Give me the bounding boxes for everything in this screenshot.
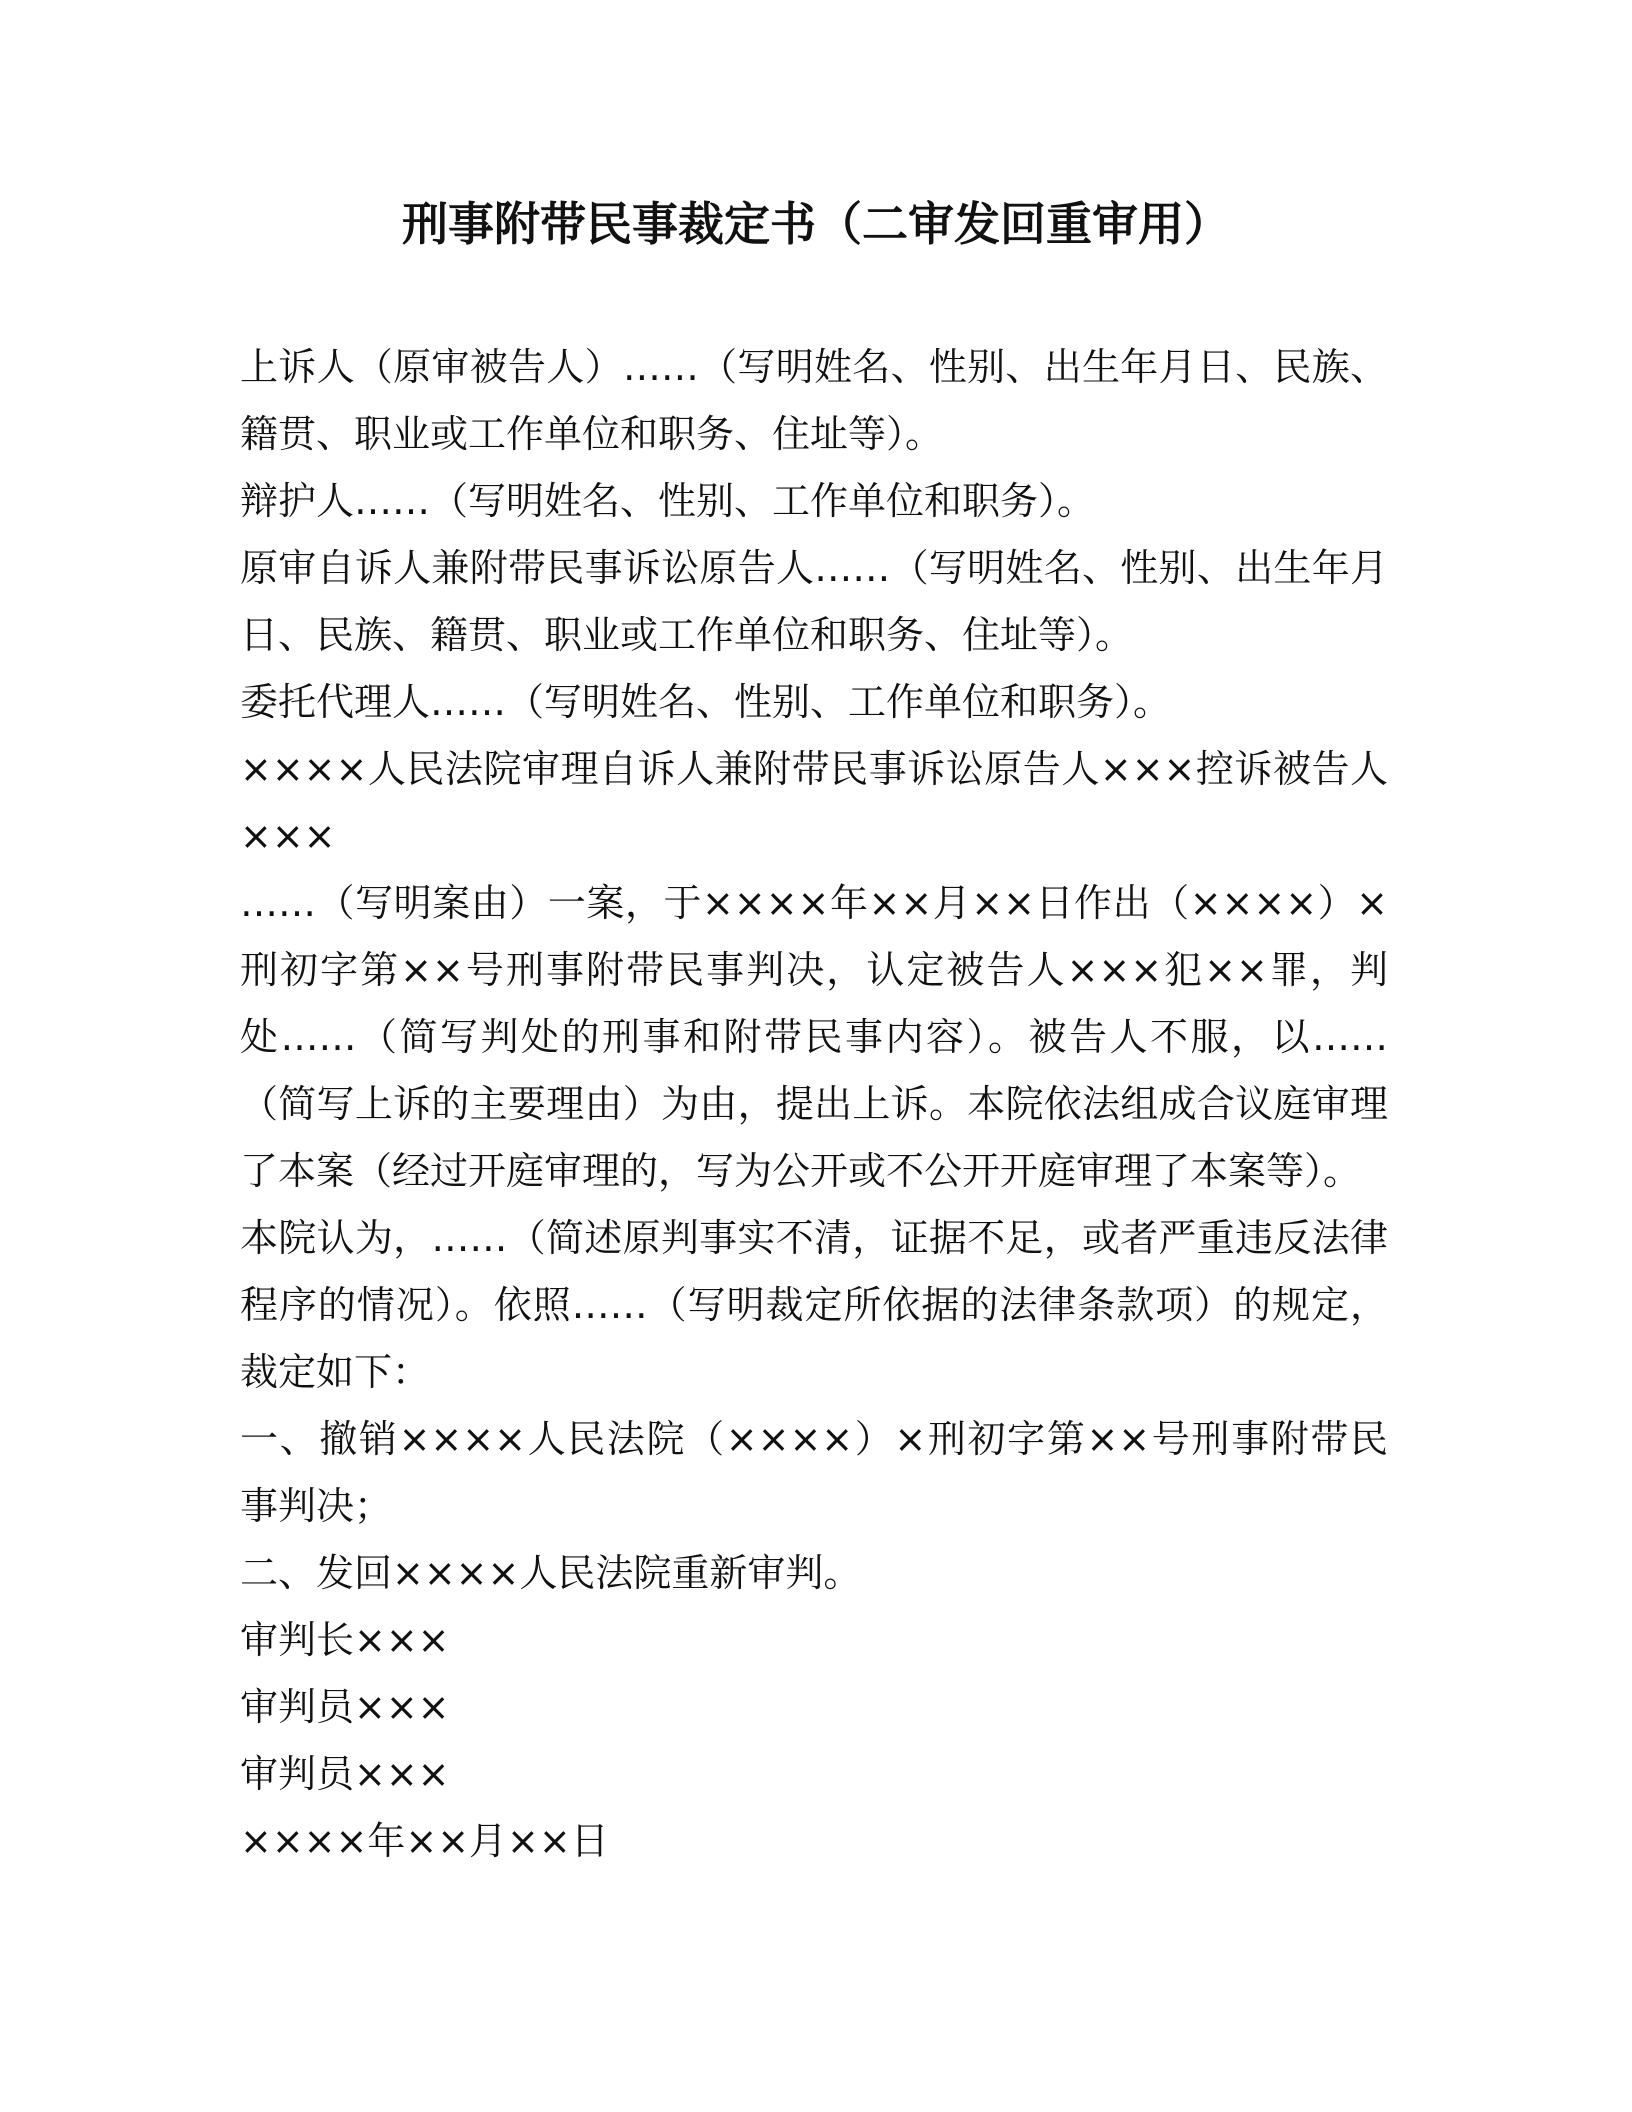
judge-2: 审判员××× bbox=[240, 1752, 450, 1796]
plaintiff-paragraph: 原审自诉人兼附带民事诉讼原告人……（写明姓名、性别、出生年月日、民族、籍贯、职业或工作单位和职务、住址等）。 bbox=[240, 546, 1388, 657]
defender-paragraph: 辩护人……（写明姓名、性别、工作单位和职务）。 bbox=[240, 479, 1096, 523]
agent-paragraph: 委托代理人……（写明姓名、性别、工作单位和职务）。 bbox=[240, 680, 1172, 724]
ruling-item-2: 二、发回××××人民法院重新审判。 bbox=[240, 1551, 862, 1595]
court-opinion-paragraph: 本院认为，……（简述原判事实不清，证据不足，或者严重违反法律程序的情况）。依照……（写明裁定所依据的法律条款项）的规定，裁定如下： bbox=[240, 1216, 1388, 1394]
document-body bbox=[240, 334, 1388, 1875]
document-date: ××××年××月××日 bbox=[240, 1819, 609, 1863]
case-intro-paragraph: ××××人民法院审理自诉人兼附带民事诉讼原告人×××控诉被告人××× bbox=[240, 747, 1388, 858]
case-details-paragraph: ……（写明案由）一案，于××××年××月××日作出（××××）×刑初字第××号刑事附带民事判决，认定被告人×××犯××罪，判处……（简写判处的刑事和附带民事内容）。被告人不服，以……（简写上诉的主要理由）为由，提出上诉。本院依法组成合议庭审理了本案（经过开庭审理的，写为公开或不公开开庭审理了本案等）。 bbox=[240, 881, 1388, 1193]
judge-1: 审判员××× bbox=[240, 1685, 450, 1729]
presiding-judge: 审判长××× bbox=[240, 1618, 450, 1662]
ruling-item-1: 一、撤销××××人民法院（××××）×刑初字第××号刑事附带民事判决； bbox=[240, 1417, 1388, 1528]
appellant-paragraph: 上诉人（原审被告人）……（写明姓名、性别、出生年月日、民族、籍贯、职业或工作单位和职务、住址等）。 bbox=[240, 345, 1388, 456]
document-title: 刑事附带民事裁定书（二审发回重审用） bbox=[402, 197, 1230, 251]
